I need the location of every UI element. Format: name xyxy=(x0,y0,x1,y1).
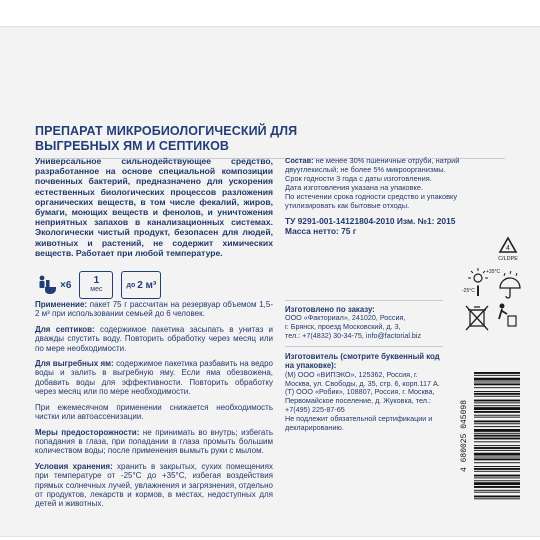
barcode-bar xyxy=(474,435,520,437)
family-icon-group xyxy=(36,274,71,296)
pits-label: Для выгребных ям: xyxy=(35,359,114,369)
toilet-family-icon xyxy=(36,274,58,296)
made-to-order-block xyxy=(285,305,443,341)
barcode-bar xyxy=(474,480,520,481)
shelf-life: Срок годности 3 года с даты изготовления. xyxy=(285,174,432,184)
barcode-bar xyxy=(474,490,520,491)
barcode-bar xyxy=(474,405,520,406)
barcode-bar xyxy=(474,387,520,388)
barcode-bar xyxy=(474,447,520,449)
pictogram-set xyxy=(452,226,522,346)
barcode-bar xyxy=(474,458,520,460)
barcode-digits: 4 680025 045098 xyxy=(460,399,469,473)
divider-1 xyxy=(285,300,443,301)
volume-value: 2 м³ xyxy=(137,279,157,291)
barcode-bar xyxy=(474,457,520,458)
temp-high: +35°C xyxy=(486,269,501,275)
crossed-bin-icon xyxy=(466,306,488,330)
made-to-order-heading: Изготовлено по заказу: xyxy=(285,305,375,314)
barcode-bar xyxy=(474,393,520,395)
precautions-label: Меры предосторожности: xyxy=(35,427,140,437)
net-mass: Масса нетто: 75 г xyxy=(285,225,357,236)
barcode-bar xyxy=(474,396,520,397)
barcode-bar xyxy=(474,438,520,440)
barcode-bar xyxy=(474,492,520,493)
tank-volume-icon xyxy=(121,271,161,299)
precautions-text: не принимать во внутрь; избегать попадания в глаза, при попадании в глаза промыть большим количеством воды; после применения вымыть руки с мылом. xyxy=(35,427,273,456)
tu-standard: ТУ 9291-001-14121804-2010 Изм. №1: 2015 xyxy=(285,215,456,226)
disposal-note: По истечении срока годности средство и упаковку утилизировать как бытовые отходы. xyxy=(285,192,458,211)
temp-low: -25°C xyxy=(462,288,475,294)
right-column xyxy=(285,156,505,236)
usage-icons xyxy=(36,268,161,302)
storage-text: хранить в закрытых, сухих помещениях при температуре от -25°С до +35°С, избегая воздействия прямых солнечных лучей, увлажнения и загрязнения, отдельно от продуктов, лекарств и кормов, в местах, недоступных для детей и животных. xyxy=(35,461,273,509)
barcode-bars xyxy=(460,370,522,502)
barcode-bar xyxy=(474,407,520,410)
barcode-bar xyxy=(474,466,520,467)
barcode-bar xyxy=(474,426,520,427)
barcode-bar xyxy=(474,433,520,434)
manufacturer-t: (Т) ООО «Робик», 108807, Россия, г. Москва, Первомайское поселение, д. Жуковка, тел.: +7(495) 225-87-65 xyxy=(285,387,435,414)
sun-temperature-icon xyxy=(462,268,500,296)
pictograms xyxy=(452,226,522,351)
recycle-label: C/LDPE xyxy=(498,256,518,262)
divider-2 xyxy=(285,346,443,347)
pits-paragraph xyxy=(35,359,273,397)
barcode-bar xyxy=(474,498,520,499)
recycle-code: 4 xyxy=(506,245,510,252)
barcode-bar xyxy=(474,486,520,488)
product-title: ПРЕПАРАТ МИКРОБИОЛОГИЧЕСКИЙ ДЛЯ ВЫГРЕБНЫХ ЯМ И СЕПТИКОВ xyxy=(35,124,298,153)
barcode-bar xyxy=(474,441,520,442)
recycle-icon xyxy=(498,238,518,262)
barcode-bar xyxy=(474,372,520,374)
septics-paragraph xyxy=(35,325,273,353)
barcode-bar xyxy=(474,453,520,456)
application-paragraph xyxy=(35,300,273,319)
manufacturer-heading: Изготовитель (смотрите буквенный код на упаковке): xyxy=(285,352,440,371)
people-count: ×6 xyxy=(60,279,72,291)
barcode-bar xyxy=(474,417,520,418)
made-to-order-line-1: ООО «Факториал», 241020, Россия, xyxy=(285,313,406,323)
barcode-bar xyxy=(474,402,520,403)
made-to-order-line-2: г. Брянск, проезд Московский, д. 3, xyxy=(285,322,401,332)
umbrella-icon xyxy=(500,271,520,298)
barcode-bar xyxy=(474,468,520,470)
tidyman-icon xyxy=(499,304,516,327)
monthly-paragraph: При ежемесячном применении снижается необходимость чистки или автоассенизации. xyxy=(35,402,273,422)
volume-prefix: до xyxy=(126,281,136,289)
composition-line xyxy=(285,156,505,174)
calendar-icon xyxy=(79,271,113,299)
barcode-bar xyxy=(474,378,520,381)
barcode-bar xyxy=(474,400,520,402)
made-to-order-line-3: тел.: +7(4832) 30-34-75, info@factorial.biz xyxy=(285,331,422,340)
septics-text: содержимое пакетика засыпать в унитаз и дважды спустить воду. Повторить обработку через месяц или по мере необходимости. xyxy=(35,324,274,353)
barcode-bar xyxy=(474,420,520,422)
barcode-bar xyxy=(474,496,520,498)
precautions-paragraph xyxy=(35,428,273,456)
intro-text: Универсальное сильнодействующее средство, разработанное на основе специальной композиции почвенных бактерий, предназначено для ускорения естественных биологических процессов разложения органических веществ, в том числе фекалий, жиров, бумаги, моющих веществ и фенолов, и уничтожения неприятных запахов в канализационных системах. Экологически чистый продукт, безопасен для людей, животных и растений, не содержит химических веществ. Работает при любой температуре. xyxy=(35,156,273,258)
composition-text: не менее 30% пшеничные отруби, натрий двууглекислый; не более 5% микроорганизмы. xyxy=(285,156,460,175)
manufacturer-block xyxy=(285,352,443,432)
barcode-bar xyxy=(474,391,520,392)
barcode-bar xyxy=(474,471,520,472)
application-label: Применение: xyxy=(35,300,88,310)
barcode-bar xyxy=(474,382,520,383)
storage-label: Условия хранения: xyxy=(35,461,113,471)
production-date-note: Дата изготовления указана на упаковке. xyxy=(285,183,424,193)
storage-paragraph xyxy=(35,462,273,509)
septics-label: Для септиков: xyxy=(35,324,95,334)
barcode-bar xyxy=(474,445,520,446)
left-column xyxy=(35,156,273,515)
barcode-bar xyxy=(474,411,520,413)
barcode-bar xyxy=(474,462,520,463)
barcode-bar xyxy=(474,383,520,385)
manufacturer-m: (М) ООО «ВИПЭКО», 125362, Россия, г. Москва, ул. Свободы, д. 35, стр. 6, корп.117 А. xyxy=(285,369,440,388)
barcode-bar xyxy=(474,482,520,485)
month-unit: мес xyxy=(90,286,103,293)
composition-label: Состав: xyxy=(285,156,314,165)
certification-note: Не подлежит обязательной сертификации и декларированию. xyxy=(285,413,433,432)
barcode-bar xyxy=(474,415,520,416)
barcode-bar xyxy=(474,429,520,432)
barcode-bar xyxy=(474,450,520,451)
barcode xyxy=(460,370,522,502)
barcode-bar xyxy=(474,477,520,478)
barcode-bar xyxy=(474,423,520,424)
barcode-bar xyxy=(474,475,520,477)
barcode-bar xyxy=(474,375,520,376)
month-number: 1 xyxy=(93,275,100,286)
pits-text: содержимое пакетика разбавить на ведро воды и залить в выгребную яму. Если яма обезвожена, добавить воды для эффективности. Повторить обработку через месяц или по мере необходимости. xyxy=(35,359,273,397)
application-text: пакет 75 г рассчитан на резервуар объемом 1,5-2 м³ при использовании семьей до 6 человек. xyxy=(35,300,273,319)
